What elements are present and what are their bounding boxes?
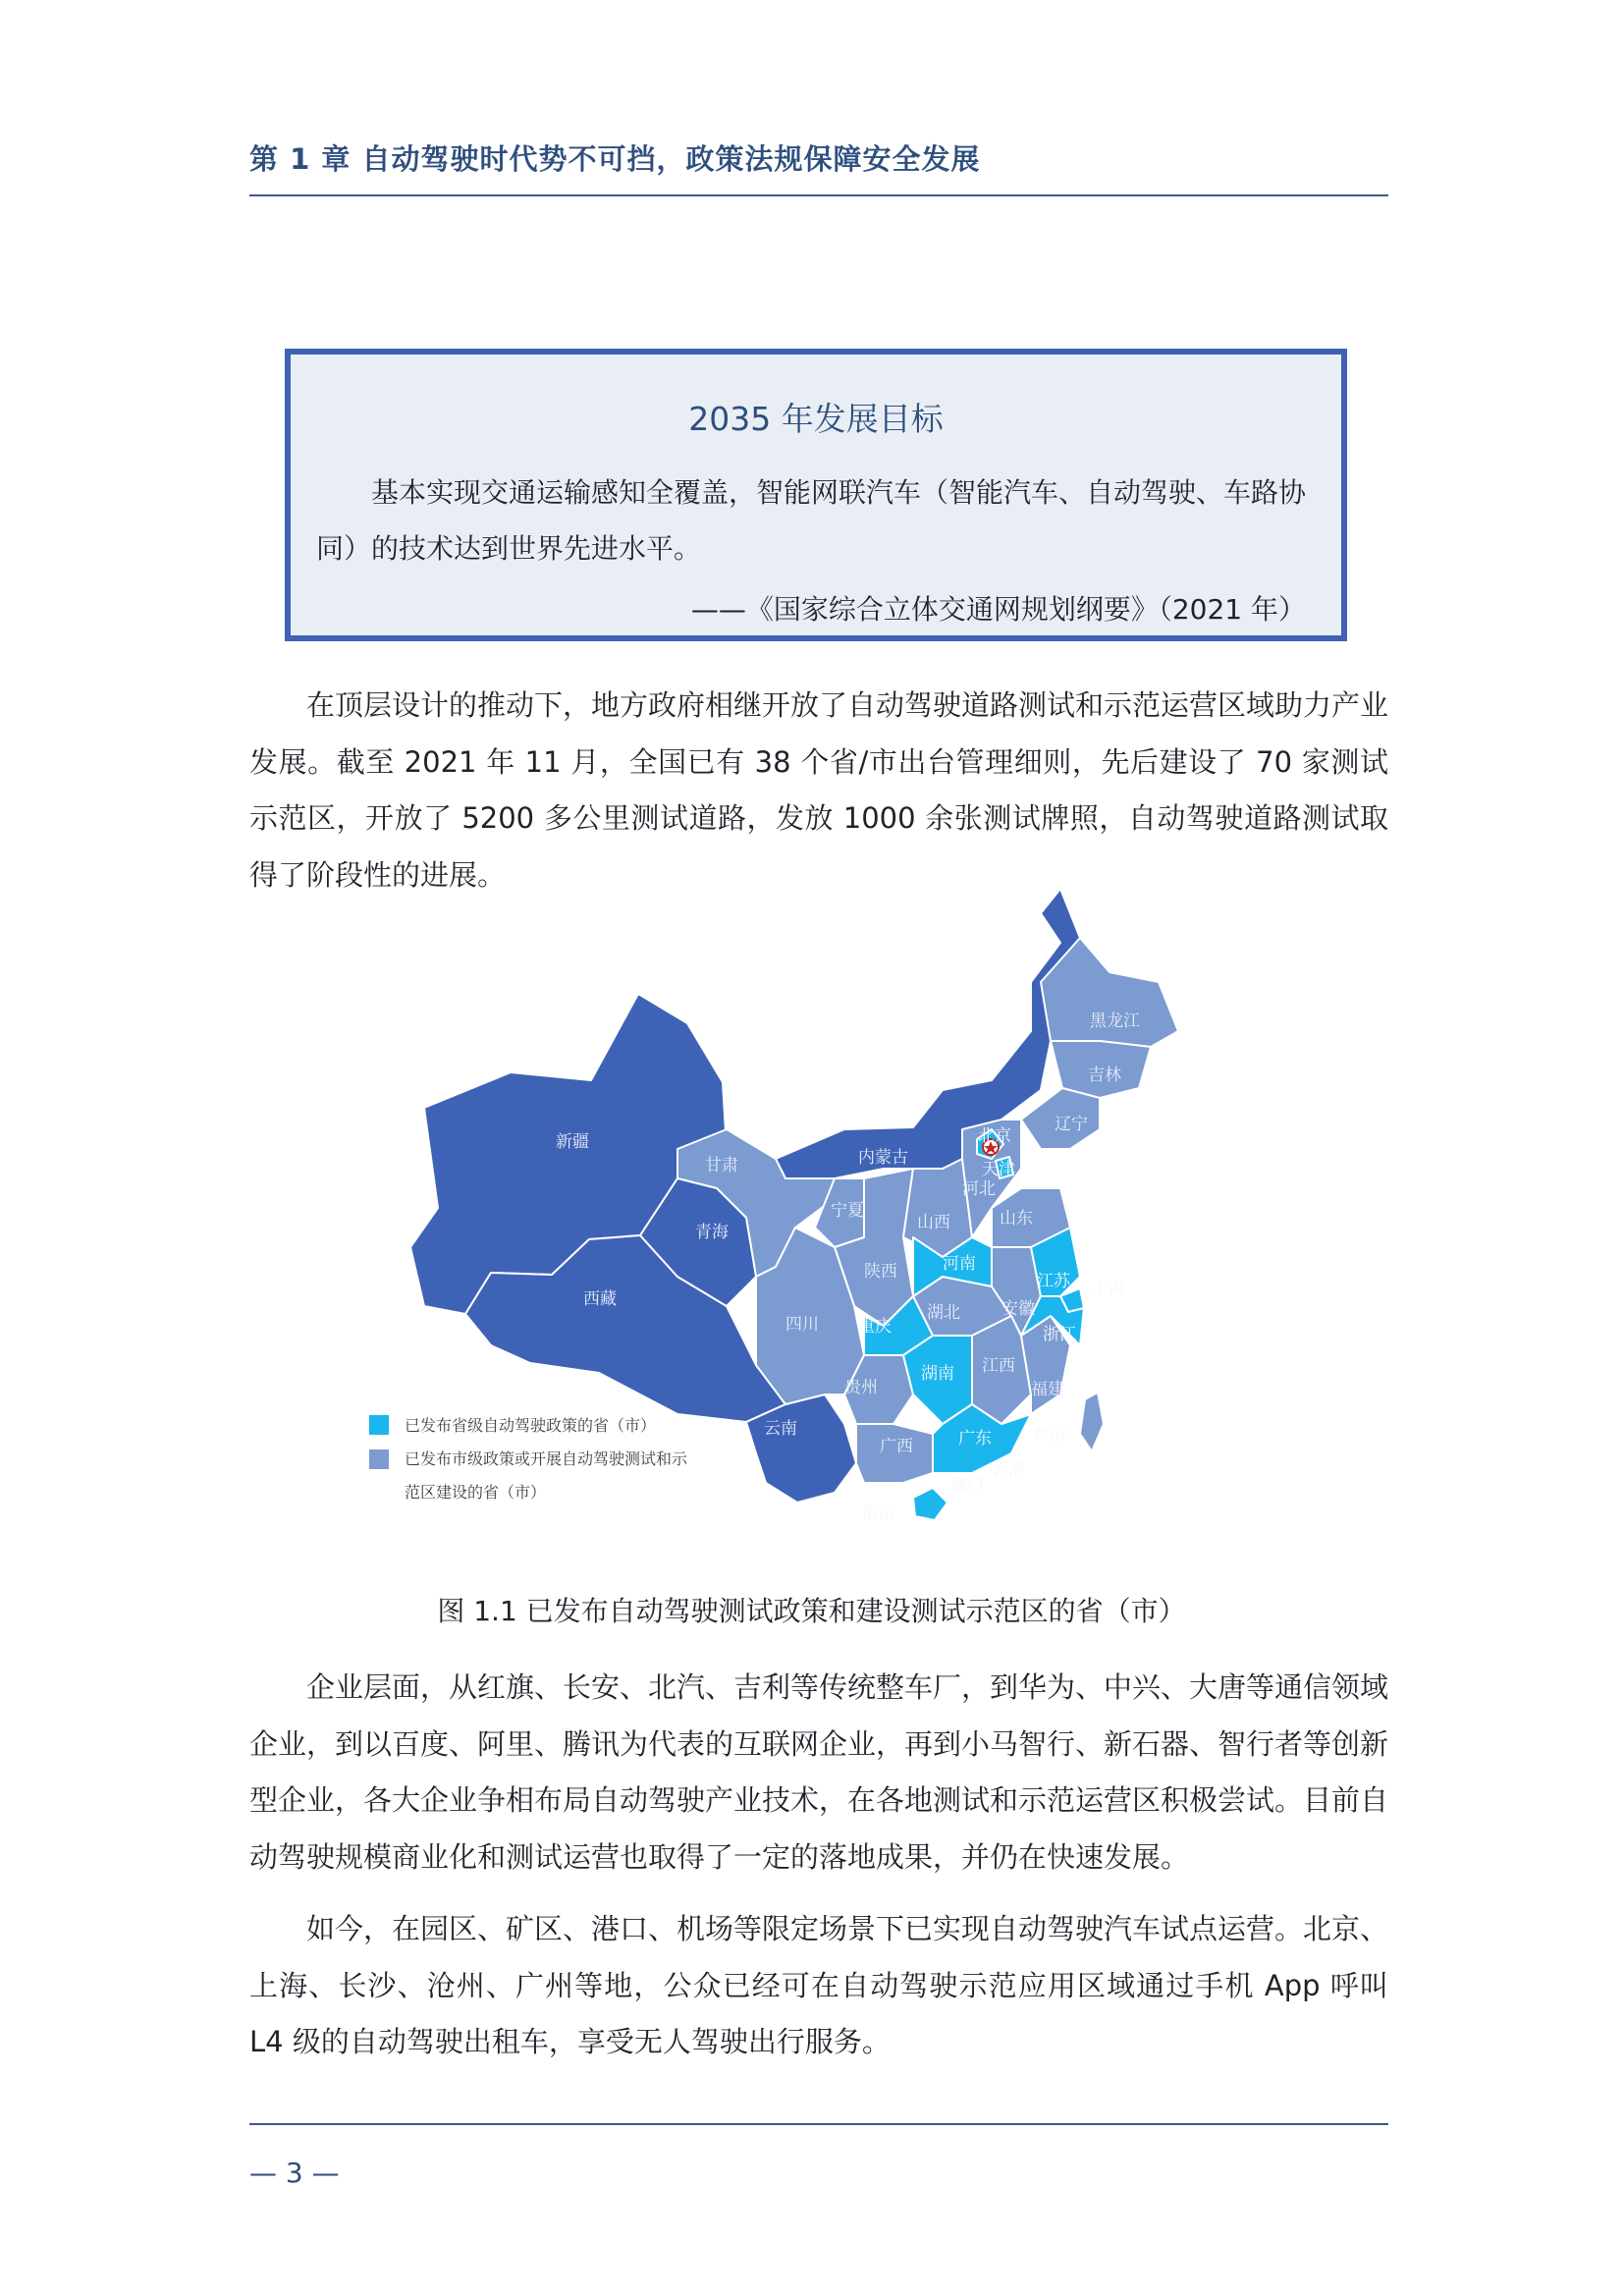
label-guizhou: 贵州: [844, 1378, 878, 1397]
label-shaanxi: 陕西: [864, 1262, 897, 1282]
label-liaoning: 辽宁: [1055, 1115, 1088, 1134]
label-shandong: 山东: [1000, 1209, 1033, 1229]
label-beijing: 北京: [978, 1126, 1011, 1146]
goal-title: 2035 年发展目标: [688, 400, 944, 438]
label-hebei: 河北: [962, 1179, 996, 1199]
label-hubei: 湖北: [927, 1303, 960, 1323]
label-taiwan: 台湾: [1033, 1425, 1066, 1445]
label-jiangsu: 江苏: [1037, 1272, 1070, 1291]
chapter-header-title: 第 1 章 自动驾驶时代势不可挡，政策法规保障安全发展: [249, 142, 981, 176]
legend-label-municipal-line2: 范区建设的省（市）: [405, 1483, 547, 1502]
label-henan: 河南: [943, 1254, 976, 1274]
label-xizang: 西藏: [583, 1289, 617, 1309]
label-gansu: 甘肃: [705, 1156, 738, 1175]
label-shanghai: 上海: [1092, 1280, 1125, 1299]
label-jiangxi: 江西: [982, 1356, 1015, 1376]
label-qinghai: 青海: [695, 1223, 729, 1242]
label-xianggang: 香港: [992, 1460, 1025, 1480]
legend-label-municipal-line1: 已发布市级政策或开展自动驾驶测试和示: [405, 1449, 688, 1468]
goal-source: ——《国家综合立体交通网规划纲要》（2021 年）: [690, 593, 1306, 626]
label-guangdong: 广东: [958, 1429, 992, 1449]
figure-caption: 图 1.1 已发布自动驾驶测试政策和建设测试示范区的省（市）: [437, 1595, 1186, 1627]
label-yunnan: 云南: [764, 1419, 797, 1439]
header-rule: [249, 194, 1388, 196]
goal-body: 基本实现交通运输感知全覆盖，智能网联汽车（智能汽车、自动驾驶、车路协同）的技术达到世界先进水平。: [316, 476, 1307, 565]
label-fujian: 福建: [1031, 1380, 1064, 1399]
page-number: — 3 —: [249, 2157, 340, 2189]
label-shanxi: 山西: [917, 1213, 950, 1232]
province-hainan: [913, 1488, 947, 1520]
label-chongqing: 重庆: [858, 1317, 892, 1337]
legend-swatch-municipal: [369, 1449, 389, 1469]
province-taiwan: [1080, 1393, 1104, 1451]
legend-label-provincial: 已发布省级自动驾驶政策的省（市）: [405, 1416, 657, 1435]
label-sichuan: 四川: [785, 1315, 819, 1335]
label-hainan: 海南: [862, 1503, 895, 1523]
label-heilongjiang: 黑龙江: [1090, 1011, 1140, 1031]
label-xinjiang: 新疆: [556, 1132, 589, 1152]
label-aomen: 澳门: [950, 1476, 984, 1496]
paragraph-testing-zones: 在顶层设计的推动下，地方政府相继开放了自动驾驶道路测试和示范运营区域助力产业发展。截至 2021 年 11 月，全国已有 38 个省/市出台管理细则，先后建设了 70 家测试示范区，开放了 5200 多公里测试道路，发放 1000 余张测试牌照，自动驾驶道路测试取得了阶段性的进展。: [249, 688, 1389, 892]
label-guangxi: 广西: [880, 1437, 913, 1456]
label-neimenggu: 内蒙古: [858, 1148, 908, 1168]
goal-callout-box: [285, 349, 1347, 641]
label-anhui: 安徽: [1001, 1299, 1035, 1319]
paragraph-pilot-operations: 如今，在园区、矿区、港口、机场等限定场景下已实现自动驾驶汽车试点运营。北京、上海、长沙、沧州、广州等地，公众已经可在自动驾驶示范应用区域通过手机 App 呼叫 L4 级的自动驾驶出租车，享受无人驾驶出行服务。: [249, 1912, 1389, 2058]
footer-rule: [249, 2123, 1388, 2125]
label-zhejiang: 浙江: [1043, 1325, 1076, 1344]
paragraph-enterprises: 企业层面，从红旗、长安、北汽、吉利等传统整车厂，到华为、中兴、大唐等通信领域企业，到以百度、阿里、腾讯为代表的互联网企业，再到小马智行、新石器、智行者等创新型企业，各大企业争相布局自动驾驶产业技术，在各地测试和示范运营区积极尝试。目前自动驾驶规模商业化和测试运营也取得了一定的落地成果，并仍在快速发展。: [249, 1670, 1389, 1874]
label-ningxia: 宁夏: [831, 1201, 864, 1221]
label-tianjin: 天津: [982, 1160, 1015, 1179]
label-hunan: 湖南: [921, 1364, 954, 1384]
label-jilin: 吉林: [1088, 1066, 1121, 1085]
legend-swatch-provincial: [369, 1415, 389, 1435]
